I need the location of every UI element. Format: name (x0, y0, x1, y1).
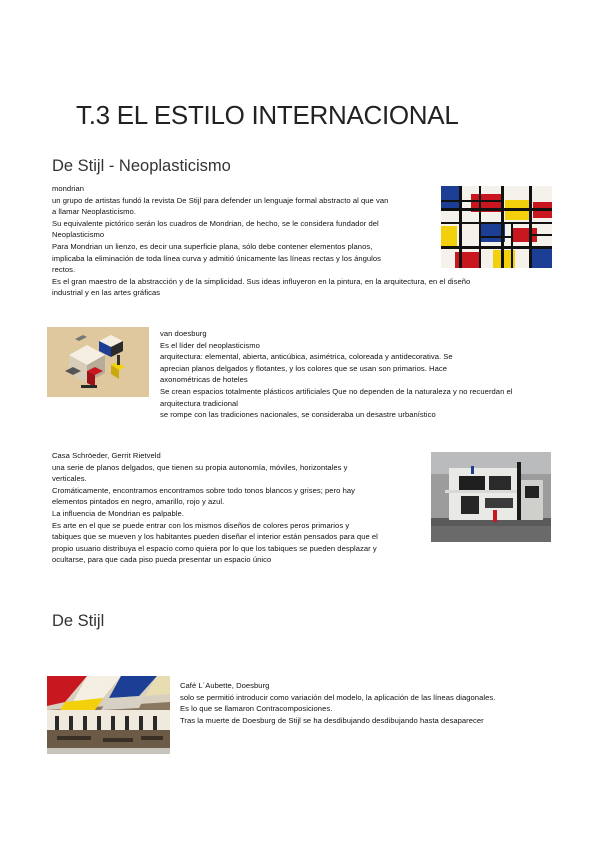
text-line: industrial y en las artes gráficas (52, 288, 161, 298)
text-line: rectos. (52, 265, 76, 275)
text-line: Casa Schröeder, Gerrit Rietveld (52, 451, 161, 460)
text-line: a llamar Neoplasticismo. (52, 207, 136, 217)
cafe-aubette-image (47, 676, 170, 754)
text-line: elementos pintados en negro, amarillo, rojo y azul. (52, 497, 225, 507)
mondrian-painting-icon (441, 186, 552, 268)
schroeder-house-image (431, 452, 551, 542)
text-line: Cromáticamente, encontramos encontramos sobre todo tonos blancos y grises; pero hay (52, 485, 355, 495)
text-line: Es arte en el que se puede entrar con los mismos diseños de colores peros primarios y (52, 520, 350, 530)
text-line: un grupo de artistas fundó la revista De Stijl para defender un lenguaje formal abstracto al que van (52, 195, 389, 205)
schroeder-text (52, 450, 378, 566)
doesburg-text (160, 328, 513, 421)
text-line: Neoplasticismo (52, 230, 105, 240)
doesburg-axonometric-image (47, 327, 149, 397)
section-heading-neoplasticismo: De Stijl - Neoplasticismo (52, 157, 231, 175)
aubette-text (180, 680, 495, 726)
text-line: mondrian (52, 184, 85, 193)
mondrian-painting-image (441, 186, 552, 268)
text-line: van doesburg (160, 329, 207, 338)
text-line: Tras la muerte de Doesburg de Stijl se ha desdibujando desdibujando hasta desaparecer (180, 715, 484, 725)
page-title: T.3 EL ESTILO INTERNACIONAL (76, 100, 459, 130)
text-line: ocultarse, para que cada piso pueda presentar un espacio único (52, 555, 272, 565)
text-line: una serie de planos delgados, que tienen su propia autonomía, móviles, horizontales y (52, 462, 348, 472)
text-line: Es el gran maestro de la abstracción y de la simplicidad. Sus ideas influyeron en la pintura, en la arquitectura, en el diseño (52, 276, 471, 286)
text-line: solo se permitió introducir como variación del modelo, la aplicación de las líneas diagonales. (180, 692, 496, 702)
text-line: Se crean espacios totalmente plásticos artificiales Que no dependen de la naturaleza y no recuerdan el (160, 386, 513, 396)
text-line: axonométricas de hoteles (160, 375, 248, 385)
text-line: verticales. (52, 474, 87, 484)
text-line: arquitectura: elemental, abierta, anticúbica, asimétrica, coloreada y antidecorativa. Se (160, 352, 453, 362)
text-line: Café L´Aubette, Doesburg (180, 681, 270, 690)
axonometric-drawing-icon (47, 327, 149, 397)
mondrian-text (52, 183, 470, 299)
text-line: se rompe con las tradiciones nacionales, se consideraba un desastre urbanístico (160, 410, 436, 420)
house-photo-icon (431, 452, 551, 542)
text-line: Para Mondrian un lienzo, es decir una superficie plana, sólo debe contener elementos planos, (52, 241, 373, 251)
text-line: Es el líder del neoplasticismo (160, 340, 260, 350)
text-line: propio usuario distribuya el espacio como quiera por lo que los tabiques se pueden desplazar y (52, 543, 377, 553)
interior-photo-icon (47, 676, 170, 754)
text-line: Su equivalente pictórico serán los cuadros de Mondrian, de hecho, se le considera fundador del (52, 218, 379, 228)
text-line: arquitectura tradicional (160, 398, 239, 408)
text-line: aprecian planos delgados y flotantes, y los colores que se usan son primarios. Hace (160, 363, 447, 373)
text-line: La influencia de Mondrian es palpable. (52, 508, 184, 518)
section-heading-de-stijl: De Stijl (52, 612, 105, 630)
text-line: Es lo que se llamaron Contracomposiciones. (180, 704, 333, 714)
text-line: tabiques que se mueven y los habitantes pueden diseñar el interior están pensados para que el (52, 532, 378, 542)
text-line: implicaba la eliminación de toda línea curva y admitió únicamente las líneas rectas y los ángulos (52, 253, 382, 263)
